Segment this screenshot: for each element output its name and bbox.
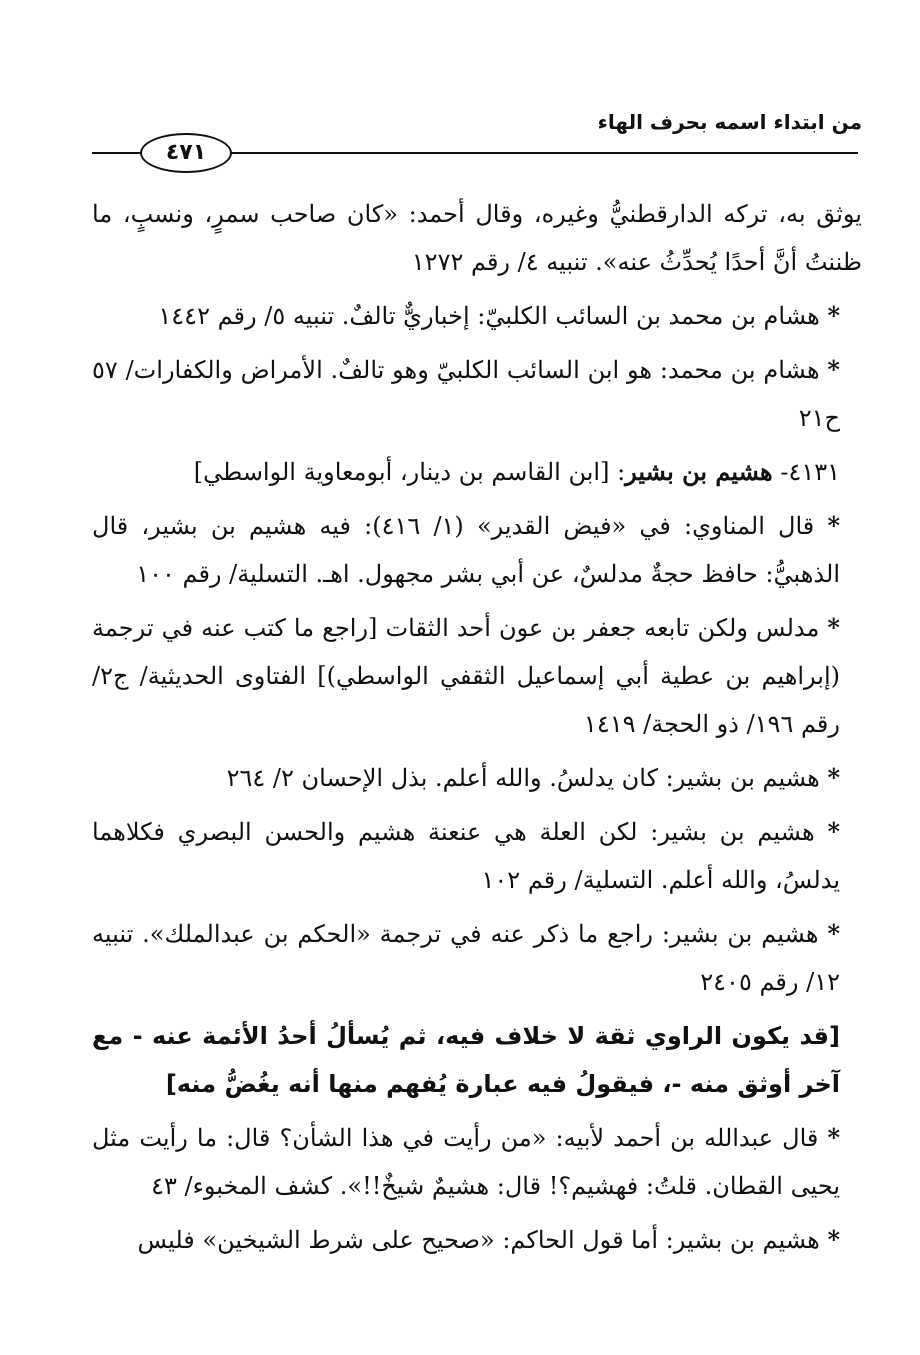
paragraph-text: قال عبدالله بن أحمد لأبيه: «من رأيت في هذا الشأن؟ قال: ما رأيت مثل يحيى القطان. قلتُ: فهشيم؟! قال: هشيمٌ شيخٌ!!». كشف المخبوء/ ٤٣ xyxy=(92,1124,840,1200)
list-item xyxy=(92,292,862,340)
bold-rule-paragraph xyxy=(92,1012,862,1108)
paragraph-text: مدلس ولكن تابعه جعفر بن عون أحد الثقات [راجع ما كتب عنه في ترجمة (إبراهيم بن عطية أبي إسماعيل الثقفي الواسطي)] الفتاوى الحديثية/ ج٢/ رقم ١٩٦/ ذو الحجة/ ١٤١٩ xyxy=(92,614,840,738)
entry-details: : [ابن القاسم بن دينار، أبومعاوية الواسطي] xyxy=(193,458,626,486)
paragraph-text: هشيم بن بشير: أما قول الحاكم: «صحيح على شرط الشيخين» فليس xyxy=(137,1226,820,1254)
star-marker: * xyxy=(827,1123,840,1152)
page-body xyxy=(92,190,862,1270)
list-item xyxy=(92,502,862,598)
paragraph-text: هشام بن محمد: هو ابن السائب الكلبيّ وهو تالفٌ. الأمراض والكفارات/ ٥٧ ح٢١ xyxy=(92,356,840,432)
star-marker: * xyxy=(827,817,840,846)
list-item xyxy=(92,910,862,1006)
paragraph-text: يوثق به، تركه الدارقطنيُّ وغيره، وقال أحمد: «كان صاحب سمرٍ، ونسبٍ، ما ظننتُ أنَّ أحدًا يُحدِّثُ عنه». تنبيه ٤/ رقم ١٢٧٢ xyxy=(92,200,862,276)
entry-name: هشيم بن بشير xyxy=(625,457,773,486)
star-marker: * xyxy=(827,355,840,384)
page-number: ٤٧١ xyxy=(140,133,232,173)
star-marker: * xyxy=(827,301,840,330)
list-item xyxy=(92,1216,862,1264)
paragraph-text: هشام بن محمد بن السائب الكلبيّ: إخباريٌّ تالفٌ. تنبيه ٥/ رقم ١٤٤٢ xyxy=(158,302,820,330)
star-marker: * xyxy=(827,919,840,948)
list-item xyxy=(92,604,862,748)
star-marker: * xyxy=(827,613,840,642)
paragraph-text: [قد يكون الراوي ثقة لا خلاف فيه، ثم يُسألُ أحدُ الأئمة عنه - مع آخر أوثق منه -، فيقولُ فيه عبارة يُفهم منها أنه يغُضُّ منه] xyxy=(92,1022,840,1098)
list-item xyxy=(92,754,862,802)
paragraph-text: هشيم بن بشير: كان يدلسُ. والله أعلم. بذل الإحسان ٢/ ٢٦٤ xyxy=(226,764,820,792)
list-item xyxy=(92,1114,862,1210)
paragraph-text: هشيم بن بشير: راجع ما ذكر عنه في ترجمة «الحكم بن عبدالملك». تنبيه ١٢/ رقم ٢٤٠٥ xyxy=(92,920,840,996)
star-marker: * xyxy=(827,511,841,540)
paragraph-text: هشيم بن بشير: لكن العلة هي عنعنة هشيم والحسن البصري فكلاهما يدلسُ، والله أعلم. التسلية/ رقم ١٠٢ xyxy=(92,818,840,894)
paragraph-continuation xyxy=(92,190,862,286)
list-item xyxy=(92,346,862,442)
star-marker: * xyxy=(827,1225,840,1254)
entry-heading xyxy=(92,448,862,496)
entry-number: ٤١٣١- xyxy=(780,458,840,486)
star-marker: * xyxy=(827,763,840,792)
list-item xyxy=(92,808,862,904)
running-header-title: من ابتداء اسمه بحرف الهاء xyxy=(597,110,862,134)
paragraph-text: قال المناوي: في «فيض القدير» (١/ ٤١٦): فيه هشيم بن بشير، قال الذهبيُّ: حافظ حجةٌ مدلسٌ، عن أبي بشر مجهول. اهـ. التسلية/ رقم ١٠٠ xyxy=(92,512,840,588)
